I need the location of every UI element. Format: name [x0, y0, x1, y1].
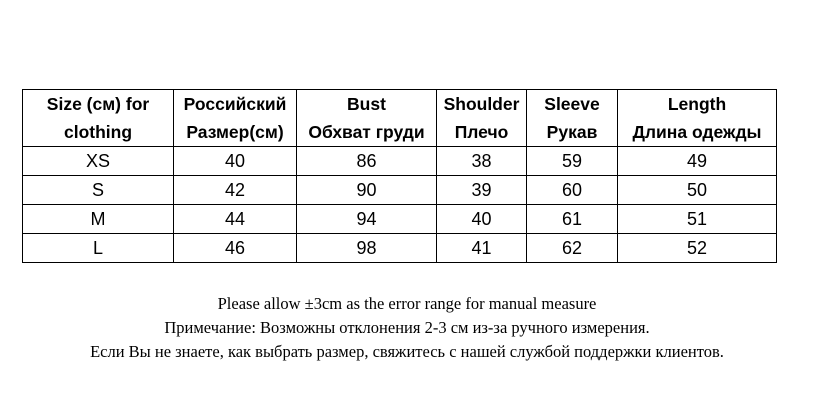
header-bust-line1: Bust: [347, 94, 386, 114]
table-row: [23, 147, 777, 176]
cell-bust: 86: [297, 147, 437, 176]
cell-sleeve: 61: [527, 205, 618, 234]
cell-russian-size: 40: [174, 147, 297, 176]
table-row: [23, 176, 777, 205]
cell-length: 51: [618, 205, 777, 234]
header-sleeve: [527, 90, 618, 147]
size-chart-table: [22, 89, 777, 263]
table-header-row: [23, 90, 777, 147]
cell-size: XS: [23, 147, 174, 176]
cell-length: 50: [618, 176, 777, 205]
table-row: [23, 234, 777, 263]
measurement-notes: [0, 292, 814, 364]
cell-shoulder: 39: [437, 176, 527, 205]
note-error-range-en: Please allow ±3cm as the error range for manual measure: [217, 294, 597, 313]
cell-length: 52: [618, 234, 777, 263]
header-shoulder-line2: Плечо: [454, 122, 509, 142]
header-bust: [297, 90, 437, 147]
header-length-line2: Длина одежды: [632, 122, 762, 142]
cell-shoulder: 41: [437, 234, 527, 263]
cell-sleeve: 60: [527, 176, 618, 205]
cell-shoulder: 38: [437, 147, 527, 176]
header-size-line1: Size (см) for: [46, 94, 150, 114]
header-russian-size: [174, 90, 297, 147]
header-russian-size-line1: Российский: [183, 94, 287, 114]
cell-russian-size: 42: [174, 176, 297, 205]
header-sleeve-line1: Sleeve: [544, 94, 600, 114]
note-error-range-ru: Примечание: Возможны отклонения 2-3 см из-за ручного измерения.: [164, 318, 650, 337]
cell-shoulder: 40: [437, 205, 527, 234]
header-shoulder-line1: Shoulder: [443, 94, 520, 114]
header-size: [23, 90, 174, 147]
header-length-line1: Length: [667, 94, 727, 114]
cell-length: 49: [618, 147, 777, 176]
cell-sleeve: 59: [527, 147, 618, 176]
cell-bust: 98: [297, 234, 437, 263]
cell-russian-size: 46: [174, 234, 297, 263]
header-shoulder: [437, 90, 527, 147]
note-support-ru: Если Вы не знаете, как выбрать размер, свяжитесь с нашей службой поддержки клиентов.: [90, 342, 724, 361]
table-row: [23, 205, 777, 234]
cell-russian-size: 44: [174, 205, 297, 234]
header-russian-size-line2: Размер(см): [186, 122, 284, 142]
header-sleeve-line2: Рукав: [546, 122, 598, 142]
cell-size: M: [23, 205, 174, 234]
cell-sleeve: 62: [527, 234, 618, 263]
header-size-line2: clothing: [63, 122, 133, 142]
header-bust-line2: Обхват груди: [308, 122, 425, 142]
header-length: [618, 90, 777, 147]
cell-bust: 94: [297, 205, 437, 234]
cell-bust: 90: [297, 176, 437, 205]
cell-size: S: [23, 176, 174, 205]
cell-size: L: [23, 234, 174, 263]
